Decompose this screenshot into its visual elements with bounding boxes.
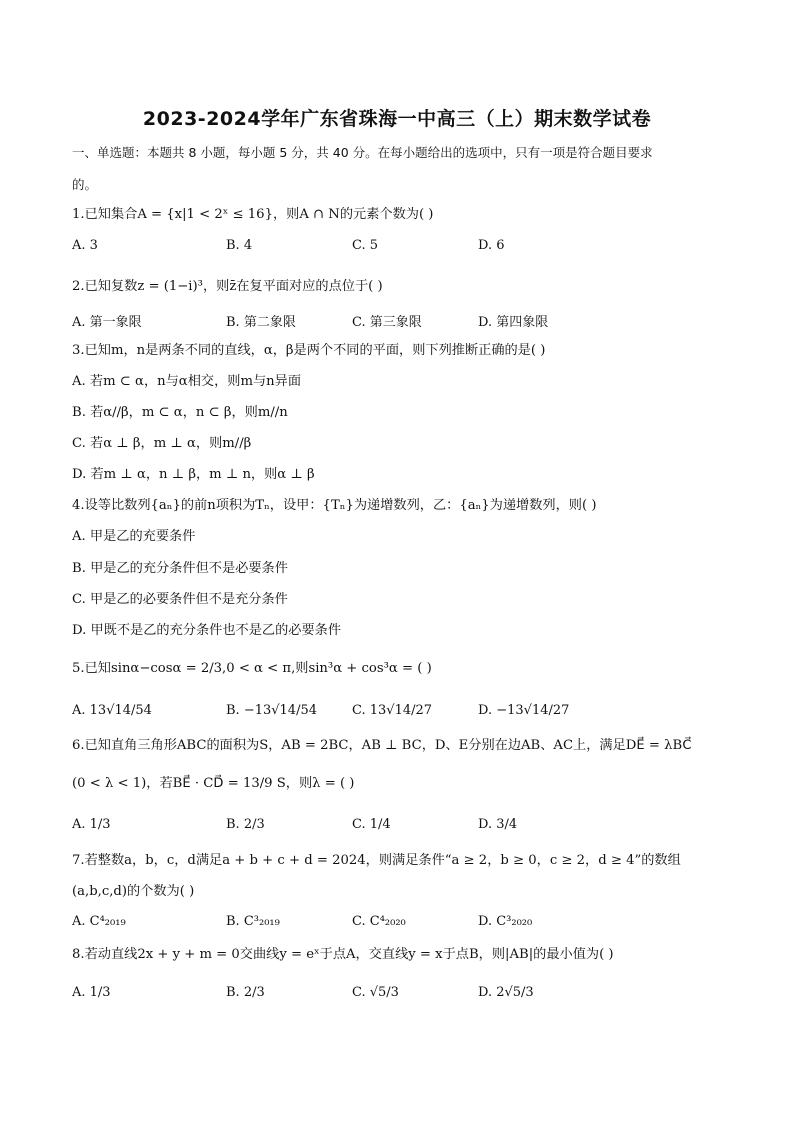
question-5-stem: 5.已知sinα−cosα = 2/3,0 < α < π,则sin³α + cos³α = ( ) [72, 661, 432, 676]
question-2-options [72, 311, 732, 333]
question-7-stem: 7.若整数a，b，c，d满足a + b + c + d = 2024，则满足条件“a ≥ 2，b ≥ 0，c ≥ 2，d ≥ 4”的数组 [72, 853, 681, 868]
question-7-options [72, 914, 732, 936]
option-b: B. 4 [226, 238, 253, 253]
question-7-stem-cont: (a,b,c,d)的个数为( ) [72, 884, 195, 899]
option-d: D. 6 [478, 238, 505, 253]
question-3-option-b: B. 若α//β，m ⊂ α，n ⊂ β，则m//n [72, 405, 288, 420]
option-b: B. 2/3 [226, 985, 265, 1000]
option-a: A. 3 [72, 238, 98, 253]
option-d: D. 3/4 [478, 817, 518, 832]
option-b: B. −13√14/54 [226, 703, 317, 718]
option-a: A. 第一象限 [72, 315, 142, 330]
option-a: A. C⁴₂₀₁₉ [72, 914, 126, 929]
question-3-option-d: D. 若m ⊥ α，n ⊥ β，m ⊥ n，则α ⊥ β [72, 467, 315, 482]
question-8-stem: 8.若动直线2x + y + m = 0交曲线y = eˣ于点A，交直线y = x于点B，则|AB|的最小值为( ) [72, 947, 614, 962]
section-heading: 一、单选题：本题共 8 小题，每小题 5 分，共 40 分。在每小题给出的选项中，只有一项是符合题目要求 [72, 145, 653, 160]
question-1-stem: 1.已知集合A = {x|1 < 2ˣ ≤ 16}，则A ∩ N的元素个数为( ) [72, 207, 434, 222]
option-c: C. 5 [352, 238, 379, 253]
question-3-stem: 3.已知m，n是两条不同的直线，α，β是两个不同的平面，则下列推断正确的是( ) [72, 343, 546, 358]
question-4-option-d: D. 甲既不是乙的充分条件也不是乙的必要条件 [72, 623, 342, 638]
option-c: C. C⁴₂₀₂₀ [352, 914, 406, 929]
option-a: A. 13√14/54 [72, 703, 152, 718]
option-d: D. 2√5/3 [478, 985, 534, 1000]
question-4-option-c: C. 甲是乙的必要条件但不是充分条件 [72, 592, 288, 607]
question-6-options [72, 817, 732, 839]
option-b: B. 第二象限 [226, 315, 296, 330]
question-4-stem: 4.设等比数列{aₙ}的前n项积为Tₙ，设甲：{Tₙ}为递增数列，乙：{aₙ}为递增数列，则( ) [72, 498, 597, 513]
section-heading-cont: 的。 [72, 177, 98, 192]
question-5-options [72, 703, 732, 725]
question-3-option-c: C. 若α ⊥ β，m ⊥ α，则m//β [72, 436, 252, 451]
question-6-stem-cont: (0 < λ < 1)，若BE⃗ · CD⃗ = 13/9 S，则λ = ( ) [72, 776, 355, 791]
option-c: C. 1/4 [352, 817, 391, 832]
option-c: C. 13√14/27 [352, 703, 433, 718]
question-1-options [72, 238, 732, 260]
option-a: A. 1/3 [72, 817, 111, 832]
option-b: B. 2/3 [226, 817, 265, 832]
option-d: D. C³₂₀₂₀ [478, 914, 533, 929]
option-c: C. 第三象限 [352, 315, 422, 330]
question-8-options [72, 985, 732, 1007]
question-4-option-a: A. 甲是乙的充要条件 [72, 529, 196, 544]
option-d: D. 第四象限 [478, 315, 549, 330]
option-a: A. 1/3 [72, 985, 111, 1000]
option-d: D. −13√14/27 [478, 703, 570, 718]
question-6-stem: 6.已知直角三角形ABC的面积为S，AB = 2BC，AB ⊥ BC，D、E分别在边AB、AC上，满足DE⃗ = λBC⃗ [72, 738, 692, 753]
option-b: B. C³₂₀₁₉ [226, 914, 280, 929]
question-4-option-b: B. 甲是乙的充分条件但不是必要条件 [72, 561, 288, 576]
option-c: C. √5/3 [352, 985, 399, 1000]
question-3-option-a: A. 若m ⊂ α，n与α相交，则m与n异面 [72, 374, 302, 389]
page-title: 2023-2024学年广东省珠海一中高三（上）期末数学试卷 [142, 108, 652, 130]
question-2-stem: 2.已知复数z = (1−i)³，则z̄在复平面对应的点位于( ) [72, 279, 383, 294]
